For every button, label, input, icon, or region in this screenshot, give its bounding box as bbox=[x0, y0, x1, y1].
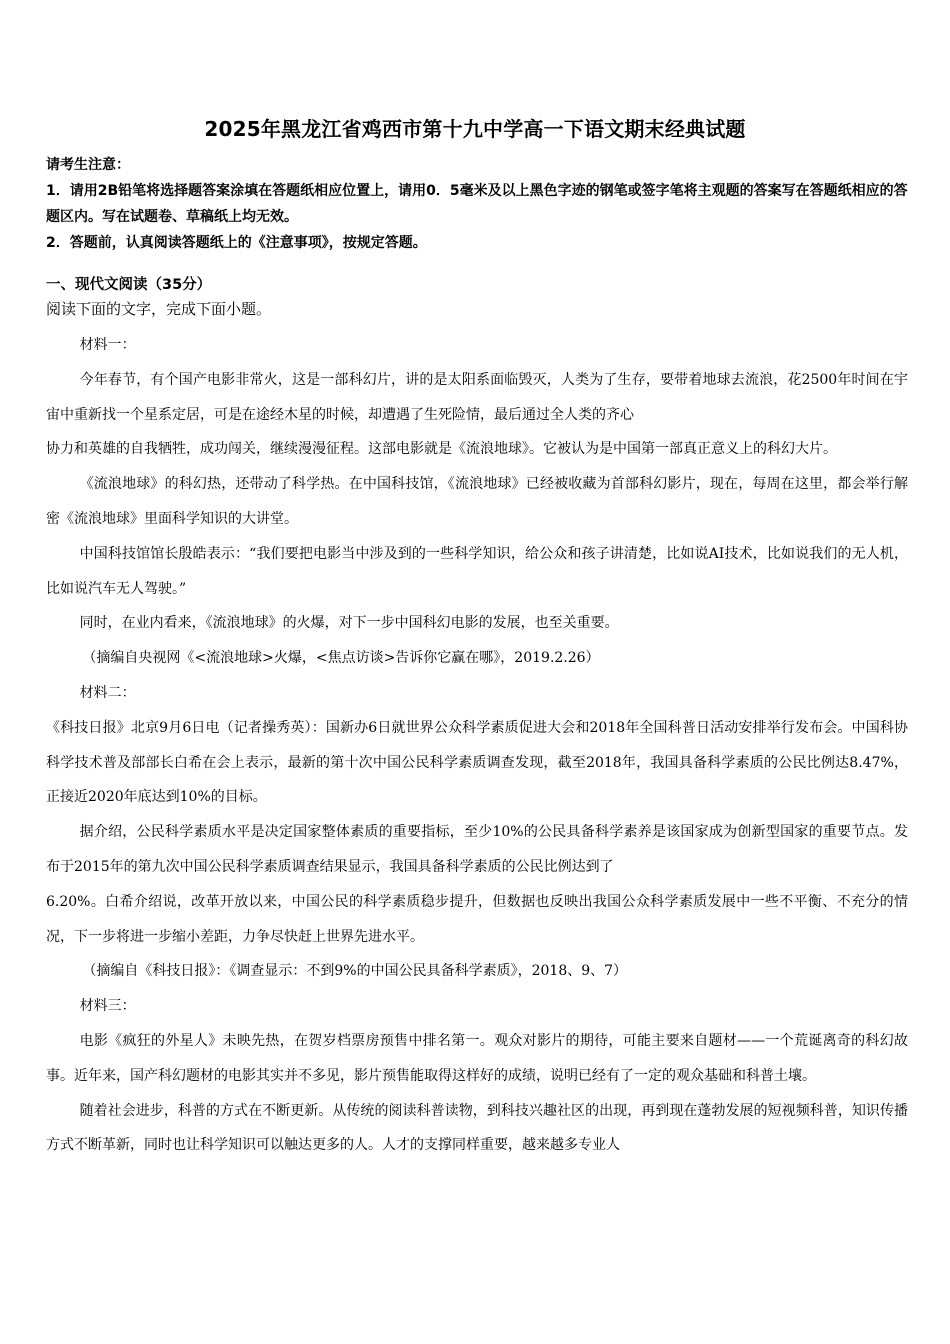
material-1-source: （摘编自央视网《<流浪地球>火爆，<焦点访谈>告诉你它赢在哪》，2019.2.26） bbox=[82, 650, 600, 667]
material-3-paragraph: 随着社会进步，科普的方式在不断更新。从传统的阅读科普读物，到科技兴趣社区的出现，再到现在蓬勃发展的短视频科普，知识传播方式不断革新，同时也让科学知识可以触达更多的人。人才的支撑同样重要，越来越多专业人 bbox=[46, 1102, 908, 1154]
material-1-label: 材料一： bbox=[79, 337, 136, 353]
material-3-paragraph: 电影《疯狂的外星人》未映先热，在贺岁档票房预售中排名第一。观众对影片的期待，可能主要来自题材——一个荒诞离奇的科幻故事。近年来，国产科幻题材的电影其实并不多见，影片预售能取得这样好的成绩，说明已经有了一定的观众基础和科普土壤。 bbox=[46, 1032, 908, 1084]
material-1-paragraph: 同时，在业内看来，《流浪地球》的火爆，对下一步中国科幻电影的发展，也至关重要。 bbox=[79, 615, 619, 632]
material-1-paragraph: 《流浪地球》的科幻热，还带动了科学热。在中国科技馆，《流浪地球》已经被收藏为首部科幻影片，现在，每周在这里，都会举行解密《流浪地球》里面科学知识的大讲堂。 bbox=[46, 476, 908, 527]
section-heading: 一、现代文阅读（35分） bbox=[46, 277, 212, 293]
material-2-source: （摘编自《科技日报》：《调查显示：不到9%的中国公民具备科学素质》，2018、9、7） bbox=[82, 963, 628, 980]
page-title: 2025年黑龙江省鸡西市第十九中学高一下语文期末经典试题 bbox=[204, 117, 746, 141]
material-2-paragraph: 据介绍，公民科学素质水平是决定国家整体素质的重要指标，至少10%的公民具备科学素养是该国家成为创新型国家的重要节点。发布于2015年的第九次中国公民科学素质调查结果显示，我国具备科学素质的公民比例达到了 bbox=[46, 824, 908, 875]
notice-heading: 请考生注意： bbox=[46, 157, 130, 173]
notice-item-2: 2．答题前，认真阅读答题纸上的《注意事项》，按规定答题。 bbox=[46, 235, 427, 251]
material-3-label: 材料三： bbox=[79, 998, 136, 1015]
material-1-paragraph: 今年春节，有个国产电影非常火，这是一部科幻片，讲的是太阳系面临毁灭，人类为了生存，要带着地球去流浪，花2500年时间在宇宙中重新找一个星系定居，可是在途经木星的时候，却遭遇了生死险情，最后通过全人类的齐心 bbox=[46, 371, 908, 423]
material-2-paragraph: 6.20%。白希介绍说，改革开放以来，中国公民的科学素质稳步提升，但数据也反映出我国公众科学素质发展中一些不平衡、不充分的情况，下一步将进一步缩小差距，力争尽快赶上世界先进水平。 bbox=[46, 893, 908, 945]
material-1-paragraph: 协力和英雄的自我牺牲，成功闯关，继续漫漫征程。这部电影就是《流浪地球》。它被认为是中国第一部真正意义上的科幻大片。 bbox=[46, 441, 837, 458]
notice-item-1: 1．请用2B铅笔将选择题答案涂填在答题纸相应位置上，请用0．5毫米及以上黑色字迹的钢笔或签字笔将主观题的答案写在答题纸相应的答题区内。写在试题卷、草稿纸上均无效。 bbox=[46, 183, 908, 225]
exam-notice bbox=[46, 152, 908, 256]
material-1-paragraph: 中国科技馆馆长殷皓表示：“我们要把电影当中涉及到的一些科学知识，给公众和孩子讲清楚，比如说AI技术，比如说我们的无人机，比如说汽车无人驾驶。” bbox=[46, 545, 908, 597]
section-intro: 阅读下面的文字，完成下面小题。 bbox=[46, 300, 272, 318]
material-2-label: 材料二： bbox=[79, 684, 136, 701]
reading-materials bbox=[46, 328, 908, 1163]
material-2-paragraph: 《科技日报》北京9月6日电（记者操秀英）：国新办6日就世界公众科学素质促进大会和2018年全国科普日活动安排举行发布会。中国科协科学技术普及部部长白希在会上表示，最新的第十次中国公民科学素质调查发现，截至2018年，我国具备科学素质的公民比例达8.47%，正接近2020年底达到10%的目标。 bbox=[46, 719, 908, 806]
